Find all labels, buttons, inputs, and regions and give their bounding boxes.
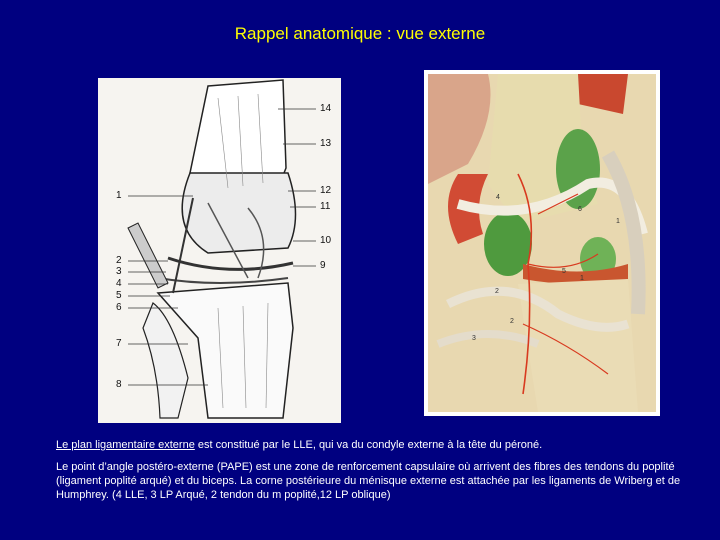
fig-label: 4 [496, 194, 500, 201]
fig-label-right: 13 [320, 138, 332, 149]
fig-label: 2 [510, 318, 514, 325]
fig-label: 5 [562, 268, 566, 275]
fig-label-right: 12 [320, 185, 332, 196]
paragraph-lle [56, 438, 676, 452]
fig-label-left: 5 [116, 290, 122, 301]
paragraph-pape: Le point d’angle postéro-externe (PAPE) est une zone de renforcement capsulaire où arrivent des fibres des tendons du poplité (ligament poplité arqué) et du biceps. La corne postérieure du ménisque externe est attachée par les ligaments de Wriberg et de Humphrey. (4 LLE, 3 LP Arqué, 2 tendon du m poplité,12 LP oblique) [56, 461, 681, 501]
knee-illustration-figure [428, 74, 656, 412]
knee-illustration-frame [424, 70, 660, 416]
underlined-term: Le plan ligamentaire externe [56, 439, 195, 451]
fig-label-right: 10 [320, 235, 332, 246]
knee-illustration-svg [428, 74, 656, 412]
fig-label-left: 8 [116, 379, 122, 390]
fig-label-left: 6 [116, 302, 122, 313]
paragraph-lle-rest: est constitué par le LLE, qui va du condyle externe à la tête du péroné. [194, 439, 543, 451]
fig-label: 6 [578, 206, 582, 213]
slide-title: Rappel anatomique : vue externe [234, 24, 486, 43]
knee-drawing-svg [98, 78, 341, 423]
fig-label: 1 [616, 218, 620, 225]
knee-drawing-figure [98, 78, 341, 423]
fig-label-left: 1 [116, 190, 122, 201]
fig-label: 2 [495, 288, 499, 295]
fig-label-left: 4 [116, 278, 122, 289]
fig-label-right: 14 [320, 103, 332, 114]
fig-label-left: 2 [116, 255, 122, 266]
fig-label: 3 [472, 335, 476, 342]
fig-label-left: 7 [116, 338, 122, 349]
fig-label-left: 3 [116, 266, 122, 277]
fig-label: 1 [580, 275, 584, 282]
fig-label-right: 9 [320, 260, 326, 271]
fig-label-right: 11 [320, 201, 331, 212]
